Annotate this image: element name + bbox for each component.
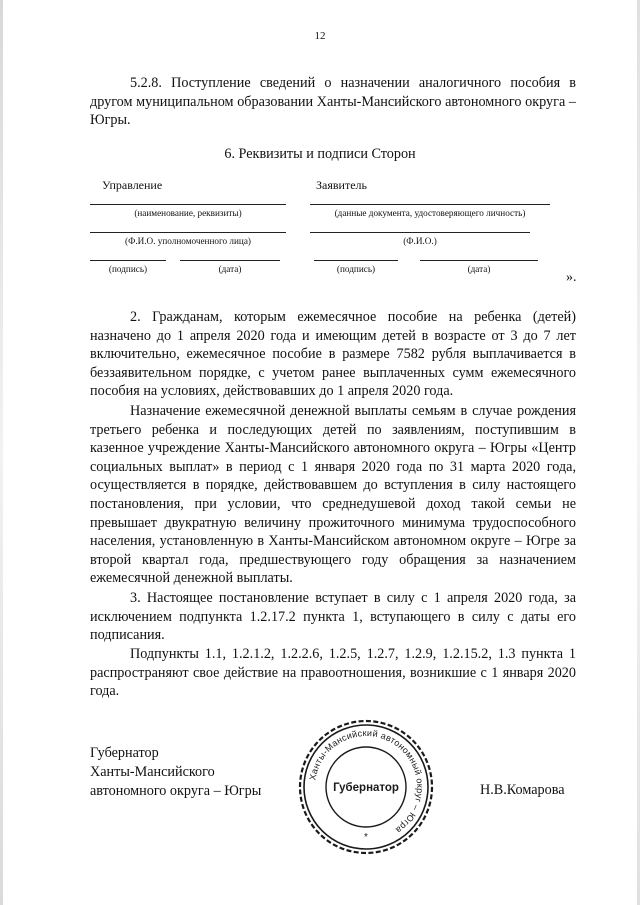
line-left-sign — [90, 260, 166, 261]
line-left-name — [90, 204, 286, 205]
caption-right-doc: (данные документа, удостоверяющего личность) — [334, 208, 526, 218]
caption-left-fio: (Ф.И.О. уполномоченного лица) — [125, 236, 251, 246]
caption-right-fio: (Ф.И.О.) — [403, 236, 437, 246]
signatory-line-3: автономного округа – Югры — [90, 783, 262, 799]
line-left-fio — [90, 232, 286, 233]
page-number: 12 — [314, 30, 326, 42]
official-seal — [296, 717, 436, 857]
line-left-date — [180, 260, 280, 261]
line-right-date — [420, 260, 538, 261]
paragraph-3-continued: Подпункты 1.1, 1.2.1.2, 1.2.2.6, 1.2.5, 1.2.7, 1.2.9, 1.2.15.2, 1.3 пункта 1 распространяют свое действие на правоотношения, возникшие с 1 января 2020 года. — [90, 646, 576, 700]
caption-left-sign: (подпись) — [108, 264, 148, 274]
signatory-title — [90, 744, 261, 801]
caption-right-date: (дата) — [467, 264, 491, 274]
paragraph-3: 3. Настоящее постановление вступает в силу с 1 апреля 2020 года, за исключением подпункта 1.2.17.2 пункта 1, вступающего в силу с даты его подписания. — [90, 590, 576, 644]
caption-left-name: (наименование, реквизиты) — [134, 208, 242, 218]
scan-edge-left — [0, 0, 3, 905]
signatory-line-1: Губернатор — [90, 745, 159, 761]
paragraph-2: 2. Гражданам, которым ежемесячное пособие на ребенка (детей) назначено до 1 апреля 2020 года и имеющим детей в возрасте от 3 до 7 лет включительно, ежемесячное пособие в размере 7582 рубля выплачивается в беззаявительном порядке, с учетом ранее выплаченных сумм ежемесячного пособия на условиях, действовавших до 1 апреля 2020 года. — [90, 309, 576, 400]
seal-star: * — [364, 832, 368, 843]
signatory-line-2: Ханты-Мансийского — [90, 764, 215, 780]
paragraph-2-continued: Назначение ежемесячной денежной выплаты семьям в случае рождения третьего ребенка и последующих детей по заявлениям, поступившим в казенное учреждение Ханты-Мансийского автономного округа – Югры «Центр социальных выплат» в период с 1 января 2020 года по 31 марта 2020 года, осуществляется в порядке, действовавшем до вступления в силу настоящего постановления, при условии, что среднедушевой доход такой семьи не превышает двукратную величину прожиточного минимума трудоспособного населения, установленную в Ханты-Мансийском автономном округе – Югре за второй квартал года, предшествующего году обращения за назначением ежемесячной денежной выплаты. — [90, 403, 576, 587]
line-right-doc — [310, 204, 550, 205]
section-heading: 6. Реквизиты и подписи Сторон — [224, 146, 416, 162]
caption-left-date: (дата) — [218, 264, 242, 274]
line-right-sign — [314, 260, 398, 261]
closing-quote: ». — [566, 270, 577, 285]
line-right-fio — [310, 232, 530, 233]
signatory-name: Н.В.Комарова — [480, 782, 565, 798]
seal-center-text: Губернатор — [333, 782, 399, 794]
seal-ring-text: Ханты-Мансийский автономный округ – Югра — [307, 727, 426, 836]
caption-right-sign: (подпись) — [336, 264, 376, 274]
party-left-title: Управление — [102, 178, 163, 192]
item-5-2-8: 5.2.8. Поступление сведений о назначении аналогичного пособия в другом муниципальном образовании Ханты-Мансийского автономного округа – Югры. — [90, 75, 576, 129]
party-right-title: Заявитель — [316, 178, 367, 192]
